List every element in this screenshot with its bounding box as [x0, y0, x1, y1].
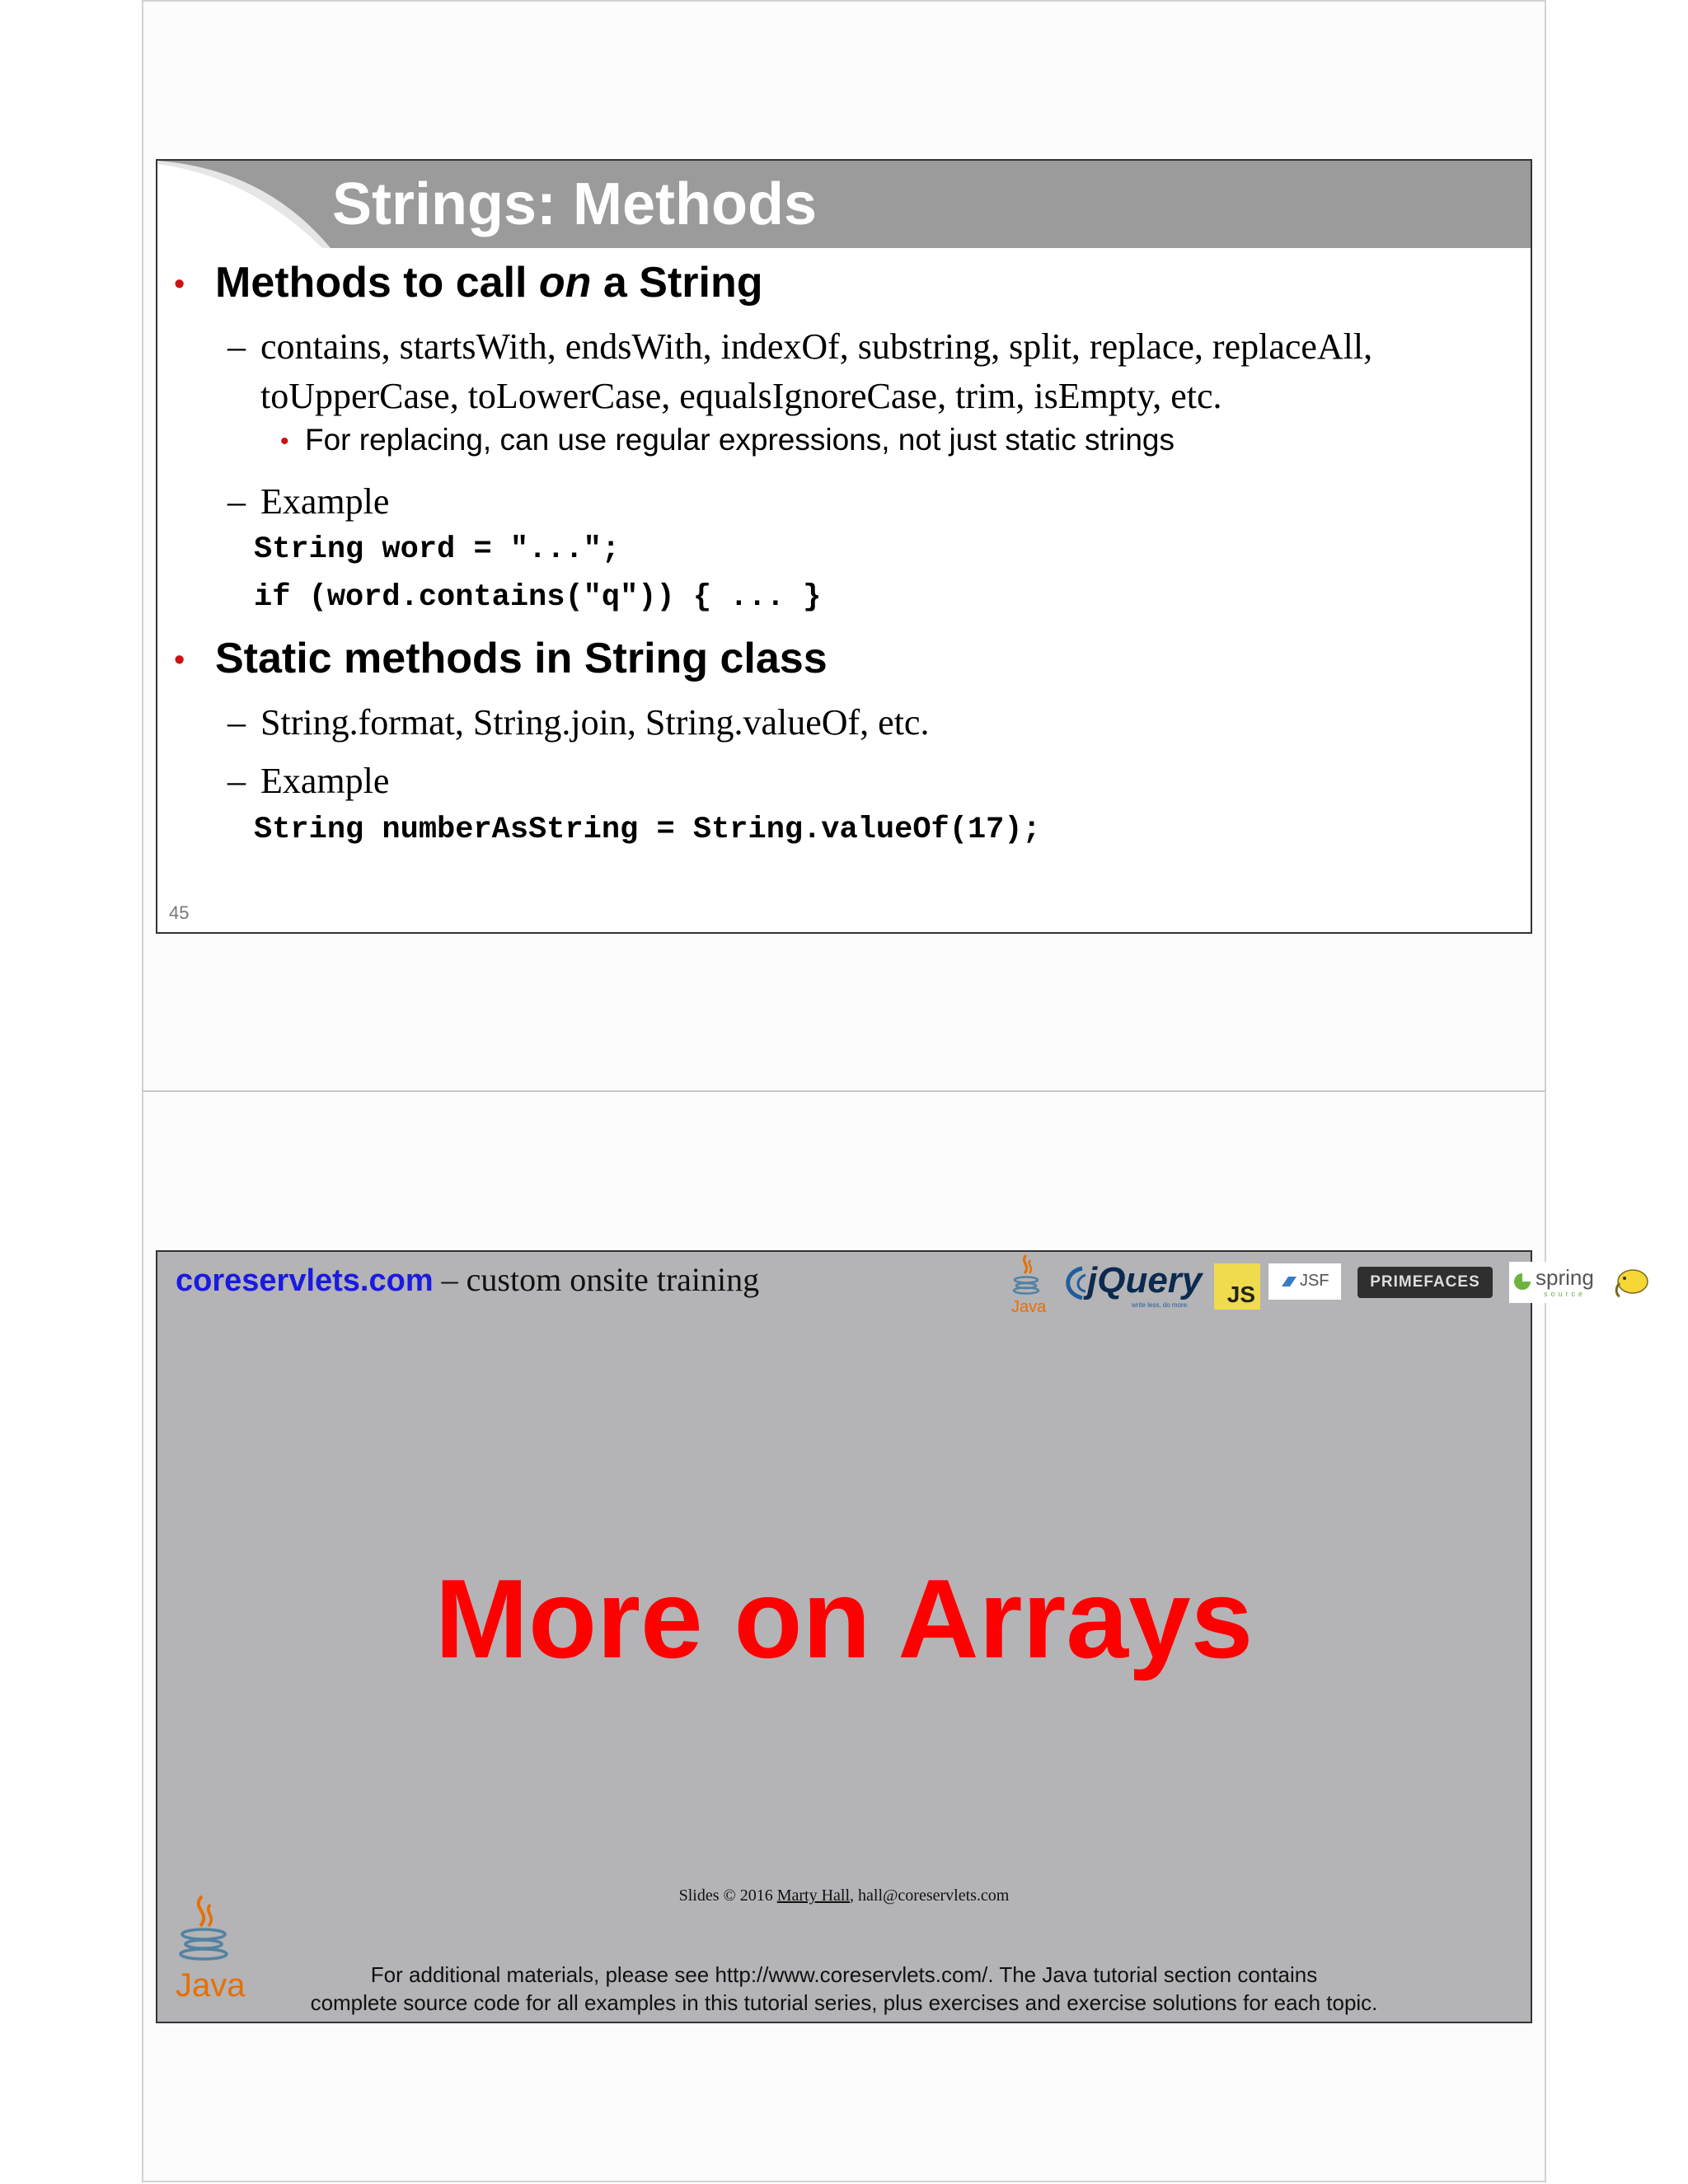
slide-more-on-arrays [156, 1250, 1594, 2023]
bullet-text: Methods to call [215, 259, 539, 307]
bullet-emphasis: on [538, 259, 592, 307]
bullet-text: Static methods in String class [215, 635, 828, 682]
spring-logo-sub: source [1544, 1290, 1587, 1298]
hadoop-elephant-icon [1611, 1263, 1653, 1301]
spring-logo-icon [1509, 1262, 1601, 1303]
section-title: More on Arrays [434, 1556, 1254, 1681]
example-label: Example [260, 481, 390, 522]
js-logo-icon [1214, 1263, 1260, 1310]
sub-bullet-example-2 [227, 757, 390, 806]
dash-marker: – [227, 761, 246, 801]
sub-bullet-example-1 [227, 477, 390, 527]
sub-sub-bullet-regex-note [280, 421, 1175, 459]
bullet-dot: • [174, 267, 185, 302]
slide-number: 45 [169, 902, 190, 923]
primefaces-logo-label: PRIMEFACES [1370, 1273, 1480, 1291]
bullet-dot: • [280, 428, 289, 455]
copyright-line [157, 1886, 1531, 1905]
bullet-static-methods [174, 634, 828, 683]
method-list-line-1: contains, startsWith, endsWith, indexOf, substring, split, replace, replaceAll, [260, 326, 1373, 367]
code-line-value-of: String numberAsString = String.valueOf(17); [254, 813, 1041, 847]
slide-title: Strings: Methods [332, 171, 817, 237]
technology-logos [850, 1252, 1594, 1326]
jsf-logo-label: JSF [1300, 1272, 1329, 1290]
page-divider [142, 1090, 1546, 1092]
dash-marker: – [227, 326, 246, 367]
copyright-prefix: Slides © 2016 [678, 1886, 777, 1905]
code-line-contains-check: if (word.contains("q")) { ... } [254, 580, 822, 615]
jquery-logo-icon [1057, 1260, 1206, 1310]
example-label: Example [260, 761, 390, 801]
brand-site-link[interactable]: coreservlets.com [176, 1263, 434, 1298]
static-list-text: String.format, String.join, String.valueOf, etc. [260, 702, 930, 743]
js-logo-label: JS [1226, 1282, 1255, 1307]
primefaces-logo-icon [1357, 1267, 1493, 1298]
sub-bullet-static-list [227, 698, 930, 748]
footer-line-1: For additional materials, please see http://www.coreservlets.com/. The Java tutorial section contains [370, 1962, 1318, 1987]
regex-note-text: For replacing, can use regular expressions, not just static strings [305, 423, 1175, 457]
brand-line [176, 1255, 759, 1312]
bullet-text-end: a String [591, 259, 763, 307]
java-logo-label: Java [1011, 1298, 1047, 1316]
java-logo-icon [1008, 1252, 1047, 1318]
java-bottom-label: Java [176, 1967, 246, 2004]
sub-bullet-method-list [227, 322, 1497, 421]
jquery-tagline: write less, do more. [1132, 1301, 1189, 1309]
brand-tagline: – custom onsite training [433, 1261, 760, 1298]
author-link[interactable]: Marty Hall [776, 1886, 851, 1905]
slide-strings-methods [156, 159, 1532, 934]
dash-marker: – [227, 481, 246, 522]
java-logo-bottom-icon [167, 1893, 246, 2004]
jquery-logo-label: jQuery [1087, 1260, 1203, 1301]
method-list-line-2: toUpperCase, toLowerCase, equalsIgnoreCase, trim, isEmpty, etc. [260, 376, 1222, 416]
code-line-word-declaration: String word = "..."; [254, 532, 621, 567]
footer-line-2: complete source code for all examples in this tutorial series, plus exercises and exercise solutions for each topic. [310, 1990, 1378, 2015]
spring-logo-label: spring [1536, 1265, 1594, 1290]
copyright-suffix: , hall@coreservlets.com [850, 1886, 1010, 1905]
bullet-methods-on-string [174, 258, 763, 307]
slide-header-bar [157, 161, 1531, 248]
dash-marker: – [227, 702, 246, 743]
bullet-dot: • [174, 643, 185, 677]
jsf-logo-icon [1268, 1263, 1341, 1300]
